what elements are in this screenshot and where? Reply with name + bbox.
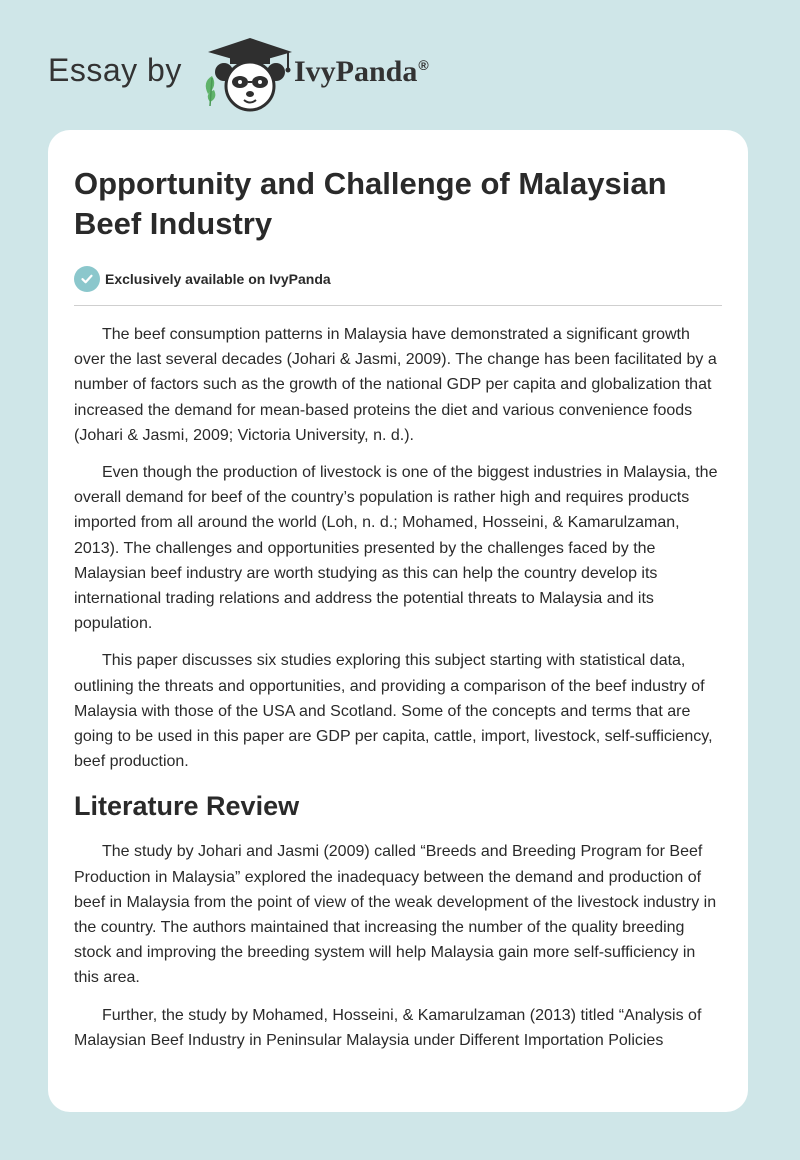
paragraph: Further, the study by Mohamed, Hosseini, & Kamarulzaman (2013) titled “Analysis of Malaysian Beef Industry in Peninsular Malaysia under Different Importation Policies	[74, 1006, 702, 1049]
brand-name-text: IvyPanda	[294, 55, 418, 88]
title-divider	[74, 305, 722, 306]
essay-title: Opportunity and Challenge of Malaysian Beef Industry	[74, 166, 667, 241]
panda-logo-icon[interactable]	[200, 32, 300, 112]
registered-mark: ®	[418, 57, 429, 73]
essay-card	[48, 130, 748, 1112]
paragraph: Even though the production of livestock is one of the biggest industries in Malaysia, the overall demand for beef of the country’s population is rather high and requires products imported from all around the world (Loh, n. d.; Mohamed, Hosseini, & Kamarulzaman, 2013). The challenges and opportunities presented by the challenges faced by the Malaysian beef industry are worth studying as this can help the country develop its international trading relations and address the potential threats to Malaysia and its population.	[74, 464, 718, 633]
ivypanda-wordmark[interactable]	[294, 55, 429, 89]
section-heading-literature-review: Literature Review	[74, 791, 300, 822]
essay-by-label: Essay by	[48, 52, 182, 88]
exclusive-badge	[74, 266, 722, 292]
site-header	[0, 0, 800, 130]
essay-content	[74, 164, 722, 1053]
exclusive-label: Exclusively available on IvyPanda	[105, 271, 331, 287]
paragraph: This paper discusses six studies exploring this subject starting with statistical data, outlining the threats and opportunities, and providing a comparison of the beef industry of Malaysia with those of the USA and Scotland. Some of the concepts and terms that are going to be used in this paper are GDP per capita, cattle, import, livestock, self-sufficiency, beef production.	[74, 652, 713, 771]
checkmark-icon	[74, 266, 100, 292]
paragraph: The study by Johari and Jasmi (2009) called “Breeds and Breeding Program for Beef Production in Malaysia” explored the inadequacy between the demand and production of beef in Malaysia from the point of view of the weak development of the livestock industry in the country. The authors maintained that increasing the number of the quality breeding stock and improving the breeding system will help Malaysia gain more self-sufficiency in this area.	[74, 843, 717, 987]
paragraph: The beef consumption patterns in Malaysia have demonstrated a significant growth over the last several decades (Johari & Jasmi, 2009). The change has been facilitated by a number of factors such as the growth of the national GDP per capita and globalization that increased the demand for mean-based proteins the diet and various convenience foods (Johari & Jasmi, 2009; Victoria University, n. d.).	[74, 326, 717, 444]
